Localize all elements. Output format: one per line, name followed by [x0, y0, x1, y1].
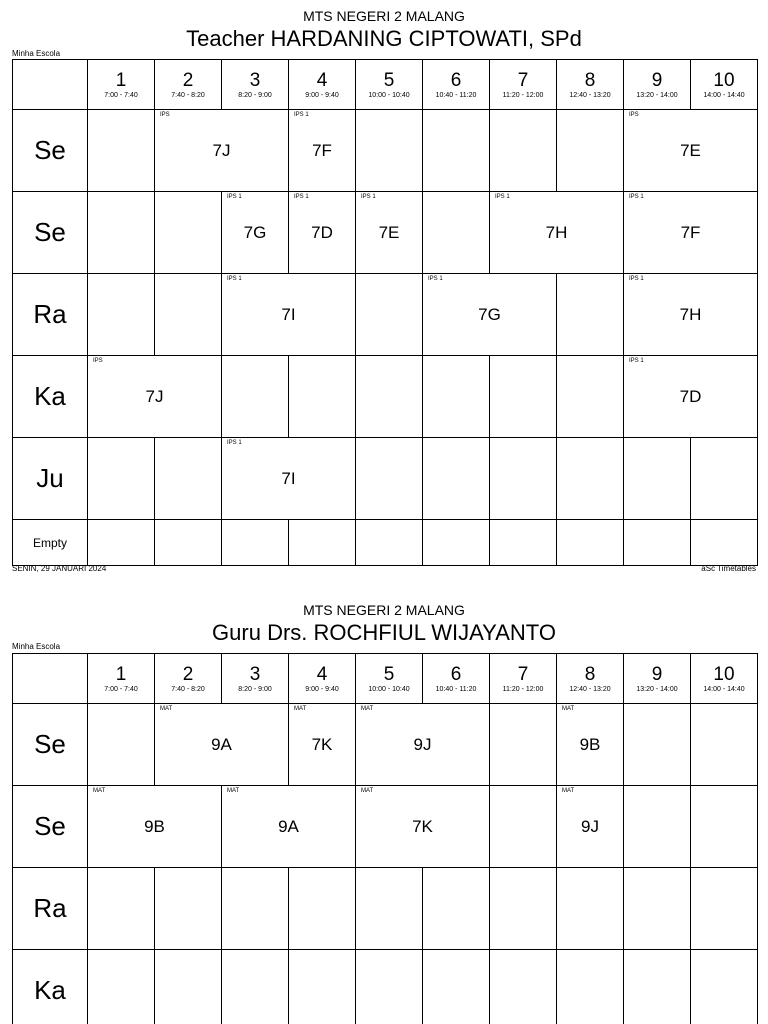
empty-cell — [356, 438, 423, 520]
day-label: Ka — [13, 950, 88, 1024]
period-header-9 — [624, 654, 691, 704]
day-row — [13, 274, 758, 356]
period-time: 9:00 - 9:40 — [305, 685, 339, 693]
class-label: 7H — [545, 222, 568, 242]
day-row — [13, 704, 758, 786]
empty-cell — [356, 274, 423, 356]
empty-cell — [691, 704, 758, 786]
empty-cell — [423, 438, 490, 520]
period-header-4 — [289, 654, 356, 704]
empty-cell — [356, 520, 423, 566]
software-credit: aSc Timetables — [701, 564, 756, 573]
period-number: 6 — [450, 663, 462, 685]
subject-label: IPS 1 — [227, 440, 242, 446]
day-row — [13, 868, 758, 950]
period-number: 1 — [115, 69, 127, 91]
empty-cell — [423, 110, 490, 192]
period-number: 9 — [651, 663, 663, 685]
corner-cell — [13, 654, 88, 704]
lesson-cell — [289, 110, 356, 192]
empty-cell — [423, 520, 490, 566]
lesson-cell — [490, 192, 624, 274]
lesson-cell — [624, 274, 758, 356]
empty-cell — [490, 704, 557, 786]
empty-cell — [423, 868, 490, 950]
empty-cell — [423, 192, 490, 274]
subject-label: IPS 1 — [294, 194, 309, 200]
empty-cell — [155, 950, 222, 1024]
empty-cell — [155, 192, 222, 274]
lesson-cell — [222, 438, 356, 520]
empty-cell — [691, 950, 758, 1024]
empty-cell — [423, 356, 490, 438]
lesson-cell — [155, 110, 289, 192]
empty-cell — [88, 520, 155, 566]
subject-label: IPS 1 — [629, 358, 644, 364]
period-header-6 — [423, 654, 490, 704]
empty-cell — [155, 868, 222, 950]
subject-label: IPS 1 — [629, 194, 644, 200]
empty-cell — [155, 274, 222, 356]
period-number: 10 — [713, 69, 735, 91]
period-number: 2 — [182, 69, 194, 91]
subject-label: MAT — [160, 706, 173, 712]
corner-cell — [13, 60, 88, 110]
period-header-6 — [423, 60, 490, 110]
period-number: 5 — [383, 663, 395, 685]
school-label: Minha Escola — [12, 49, 61, 58]
empty-cell — [222, 520, 289, 566]
period-number: 3 — [249, 69, 261, 91]
empty-cell — [88, 192, 155, 274]
lesson-cell — [155, 704, 289, 786]
subject-label: MAT — [294, 706, 307, 712]
subject-label: IPS 1 — [227, 194, 242, 200]
period-header-2 — [155, 60, 222, 110]
period-time: 12:40 - 13:20 — [569, 685, 611, 693]
lesson-cell — [356, 192, 423, 274]
period-number: 7 — [517, 663, 529, 685]
period-header-5 — [356, 60, 423, 110]
empty-cell — [289, 520, 356, 566]
period-time: 10:40 - 11:20 — [435, 685, 477, 693]
class-label: 7I — [281, 468, 296, 488]
empty-cell — [557, 274, 624, 356]
empty-cell — [356, 356, 423, 438]
day-label: Se — [13, 786, 88, 868]
period-header-8 — [557, 654, 624, 704]
lesson-cell — [624, 192, 758, 274]
class-label: 7K — [412, 816, 433, 836]
period-header-5 — [356, 654, 423, 704]
day-row — [13, 520, 758, 566]
subject-label: MAT — [93, 788, 106, 794]
period-number: 7 — [517, 69, 529, 91]
empty-cell — [557, 356, 624, 438]
empty-cell — [222, 950, 289, 1024]
day-label: Ka — [13, 356, 88, 438]
empty-cell — [490, 110, 557, 192]
class-label: 7D — [311, 222, 333, 242]
lesson-cell — [222, 274, 356, 356]
period-number: 9 — [651, 69, 663, 91]
empty-cell — [222, 868, 289, 950]
subject-label: MAT — [361, 788, 374, 794]
period-time: 8:20 - 9:00 — [238, 685, 272, 693]
period-time: 10:40 - 11:20 — [435, 91, 477, 99]
empty-cell — [490, 356, 557, 438]
print-date: SENIN, 29 JANUARI 2024 — [12, 564, 107, 573]
empty-cell — [490, 520, 557, 566]
class-label: 9B — [144, 816, 165, 836]
school-label: Minha Escola — [12, 642, 61, 651]
empty-cell — [289, 868, 356, 950]
class-label: 7J — [145, 386, 164, 406]
period-header-row — [13, 60, 758, 110]
empty-cell — [490, 950, 557, 1024]
timetable-2 — [0, 596, 768, 1024]
class-label: 7E — [378, 222, 400, 242]
empty-cell — [557, 438, 624, 520]
lesson-cell — [356, 704, 490, 786]
day-label: Ra — [13, 868, 88, 950]
school-name: MTS NEGERI 2 MALANG — [303, 8, 465, 24]
empty-cell — [222, 356, 289, 438]
period-number: 10 — [713, 663, 735, 685]
lesson-cell — [624, 356, 758, 438]
lesson-cell — [624, 110, 758, 192]
empty-cell — [356, 868, 423, 950]
empty-cell — [490, 868, 557, 950]
class-label: 9A — [211, 734, 232, 754]
subject-label: IPS — [93, 358, 103, 364]
period-number: 2 — [182, 663, 194, 685]
subject-label: MAT — [227, 788, 240, 794]
class-label: 7H — [679, 304, 702, 324]
empty-cell — [557, 110, 624, 192]
period-header-1 — [88, 60, 155, 110]
day-row — [13, 786, 758, 868]
empty-cell — [557, 950, 624, 1024]
empty-cell — [88, 438, 155, 520]
class-label: 7F — [680, 222, 701, 242]
period-header-row — [13, 654, 758, 704]
timetable-grid — [12, 653, 758, 1024]
day-row — [13, 950, 758, 1024]
period-number: 4 — [316, 69, 328, 91]
lesson-cell — [289, 192, 356, 274]
period-time: 11:20 - 12:00 — [502, 685, 544, 693]
period-time: 7:40 - 8:20 — [171, 91, 205, 99]
period-header-4 — [289, 60, 356, 110]
day-row — [13, 192, 758, 274]
period-header-3 — [222, 60, 289, 110]
period-header-10 — [691, 654, 758, 704]
lesson-cell — [88, 786, 222, 868]
period-time: 7:40 - 8:20 — [171, 685, 205, 693]
class-label: 7G — [243, 222, 267, 242]
subject-label: IPS 1 — [361, 194, 376, 200]
period-time: 13:20 - 14:00 — [636, 91, 678, 99]
class-label: 9J — [581, 816, 599, 836]
period-time: 7:00 - 7:40 — [104, 685, 138, 693]
empty-cell — [423, 950, 490, 1024]
empty-cell — [88, 950, 155, 1024]
day-row — [13, 110, 758, 192]
empty-cell — [624, 950, 691, 1024]
empty-cell — [624, 786, 691, 868]
empty-cell — [289, 950, 356, 1024]
period-header-1 — [88, 654, 155, 704]
lesson-cell — [222, 192, 289, 274]
class-label: 7E — [680, 140, 701, 160]
period-header-8 — [557, 60, 624, 110]
lesson-cell — [557, 786, 624, 868]
subject-label: IPS 1 — [294, 112, 309, 118]
period-time: 11:20 - 12:00 — [502, 91, 544, 99]
empty-cell — [490, 786, 557, 868]
class-label: 7G — [478, 304, 501, 324]
empty-cell — [88, 110, 155, 192]
period-header-7 — [490, 60, 557, 110]
period-time: 14:00 - 14:40 — [703, 91, 745, 99]
class-label: 9A — [278, 816, 299, 836]
empty-cell — [356, 110, 423, 192]
day-label: Se — [13, 192, 88, 274]
period-time: 10:00 - 10:40 — [368, 685, 410, 693]
lesson-cell — [289, 704, 356, 786]
period-time: 13:20 - 14:00 — [636, 685, 678, 693]
empty-cell — [691, 786, 758, 868]
empty-cell — [356, 950, 423, 1024]
period-number: 8 — [584, 663, 596, 685]
class-label: 9J — [413, 734, 432, 754]
day-row — [13, 438, 758, 520]
class-label: 7J — [212, 140, 231, 160]
period-number: 8 — [584, 69, 596, 91]
day-row — [13, 356, 758, 438]
period-header-10 — [691, 60, 758, 110]
empty-cell — [557, 520, 624, 566]
period-header-3 — [222, 654, 289, 704]
period-header-2 — [155, 654, 222, 704]
period-time: 12:40 - 13:20 — [569, 91, 611, 99]
period-number: 6 — [450, 69, 462, 91]
subject-label: MAT — [562, 788, 575, 794]
empty-cell — [88, 868, 155, 950]
period-number: 5 — [383, 69, 395, 91]
subject-label: IPS — [160, 112, 170, 118]
day-label: Se — [13, 110, 88, 192]
empty-cell — [490, 438, 557, 520]
empty-cell — [624, 520, 691, 566]
period-number: 4 — [316, 663, 328, 685]
empty-cell — [624, 438, 691, 520]
lesson-cell — [356, 786, 490, 868]
subject-label: IPS 1 — [629, 276, 644, 282]
empty-cell — [624, 704, 691, 786]
day-label: Ju — [13, 438, 88, 520]
empty-cell — [624, 868, 691, 950]
subject-label: IPS — [629, 112, 639, 118]
period-number: 1 — [115, 663, 127, 685]
empty-cell — [155, 438, 222, 520]
school-name: MTS NEGERI 2 MALANG — [303, 602, 465, 618]
subject-label: IPS 1 — [428, 276, 443, 282]
period-time: 14:00 - 14:40 — [703, 685, 745, 693]
empty-cell — [88, 274, 155, 356]
day-label: Empty — [13, 520, 88, 566]
empty-cell — [557, 868, 624, 950]
period-time: 7:00 - 7:40 — [104, 91, 138, 99]
period-header-7 — [490, 654, 557, 704]
period-header-9 — [624, 60, 691, 110]
empty-cell — [155, 520, 222, 566]
timetable-grid — [12, 59, 758, 566]
class-label: 7K — [311, 734, 333, 754]
period-time: 9:00 - 9:40 — [305, 91, 339, 99]
subject-label: MAT — [562, 706, 575, 712]
lesson-cell — [222, 786, 356, 868]
class-label: 7I — [281, 304, 296, 324]
teacher-title: Guru Drs. ROCHFIUL WIJAYANTO — [212, 620, 556, 645]
class-label: 7F — [312, 140, 332, 160]
lesson-cell — [557, 704, 624, 786]
period-number: 3 — [249, 663, 261, 685]
subject-label: IPS 1 — [495, 194, 510, 200]
empty-cell — [691, 438, 758, 520]
empty-cell — [289, 356, 356, 438]
class-label: 9B — [579, 734, 601, 754]
day-label: Ra — [13, 274, 88, 356]
empty-cell — [691, 520, 758, 566]
empty-cell — [691, 868, 758, 950]
period-time: 10:00 - 10:40 — [368, 91, 410, 99]
teacher-title: Teacher HARDANING CIPTOWATI, SPd — [186, 26, 582, 51]
subject-label: IPS 1 — [227, 276, 242, 282]
lesson-cell — [423, 274, 557, 356]
lesson-cell — [88, 356, 222, 438]
subject-label: MAT — [361, 706, 374, 712]
day-label: Se — [13, 704, 88, 786]
empty-cell — [88, 704, 155, 786]
period-time: 8:20 - 9:00 — [238, 91, 272, 99]
class-label: 7D — [679, 386, 702, 406]
